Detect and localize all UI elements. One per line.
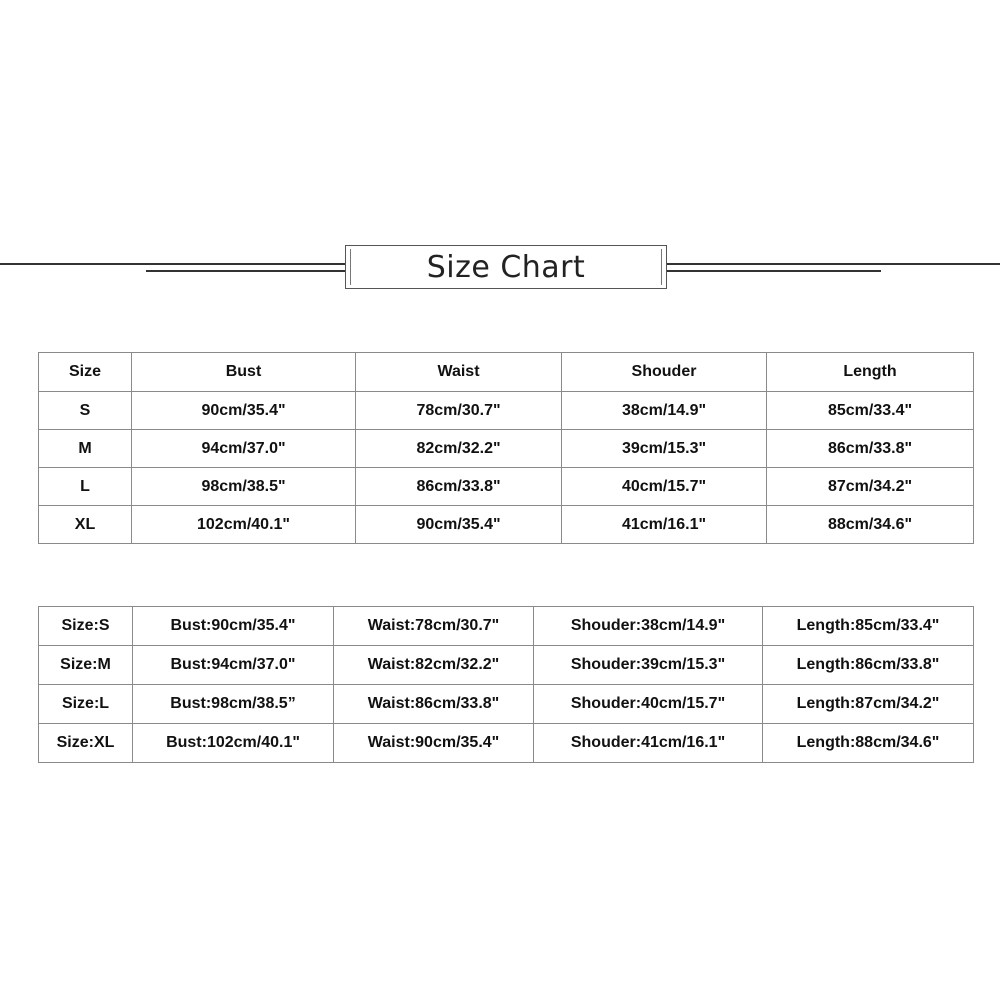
title-box: [345, 245, 667, 289]
table-cell: Waist:78cm/30.7": [334, 607, 534, 646]
header-cell-length: Length: [767, 353, 974, 392]
table-cell: Shouder:39cm/15.3": [534, 646, 763, 685]
table-row: [39, 646, 974, 685]
table-row: [39, 392, 974, 430]
table-cell: Bust:94cm/37.0": [133, 646, 334, 685]
header-cell-size: Size: [39, 353, 132, 392]
header-cell-waist: Waist: [356, 353, 562, 392]
table-cell: S: [39, 392, 132, 430]
table-row: [39, 607, 974, 646]
table-cell: 82cm/32.2": [356, 430, 562, 468]
table-cell: M: [39, 430, 132, 468]
table-cell: Size:L: [39, 685, 133, 724]
table-cell: L: [39, 468, 132, 506]
table-cell: 88cm/34.6": [767, 506, 974, 544]
table-cell: 85cm/33.4": [767, 392, 974, 430]
size-table-labelled: [38, 606, 974, 763]
table-cell: Waist:82cm/32.2": [334, 646, 534, 685]
table-cell: Length:85cm/33.4": [763, 607, 974, 646]
table-cell: Size:XL: [39, 724, 133, 763]
table-cell: Length:88cm/34.6": [763, 724, 974, 763]
table-cell: 94cm/37.0": [132, 430, 356, 468]
table-cell: 86cm/33.8": [767, 430, 974, 468]
page-title: Size Chart: [426, 249, 586, 285]
table-cell: Bust:98cm/38.5”: [133, 685, 334, 724]
table-row: [39, 430, 974, 468]
table-cell: 86cm/33.8": [356, 468, 562, 506]
table-row: [39, 468, 974, 506]
table-cell: Shouder:40cm/15.7": [534, 685, 763, 724]
table-cell: XL: [39, 506, 132, 544]
header-rule-right-long: [667, 263, 1000, 265]
table-cell: Shouder:38cm/14.9": [534, 607, 763, 646]
header-cell-bust: Bust: [132, 353, 356, 392]
table-row: [39, 724, 974, 763]
table-cell: Bust:102cm/40.1": [133, 724, 334, 763]
table-cell: Length:86cm/33.8": [763, 646, 974, 685]
table-cell: 38cm/14.9": [562, 392, 767, 430]
table-cell: 40cm/15.7": [562, 468, 767, 506]
table-cell: Waist:90cm/35.4": [334, 724, 534, 763]
table-cell: Size:M: [39, 646, 133, 685]
table-cell: 90cm/35.4": [356, 506, 562, 544]
table-cell: 102cm/40.1": [132, 506, 356, 544]
table-cell: 98cm/38.5": [132, 468, 356, 506]
table-cell: 41cm/16.1": [562, 506, 767, 544]
table-cell: 78cm/30.7": [356, 392, 562, 430]
table-cell: 90cm/35.4": [132, 392, 356, 430]
table-row: [39, 506, 974, 544]
header-cell-shoulder: Shouder: [562, 353, 767, 392]
table-cell: 87cm/34.2": [767, 468, 974, 506]
header-rule-right-short: [667, 270, 881, 272]
table-cell: Size:S: [39, 607, 133, 646]
size-table-columns: [38, 352, 974, 544]
table-cell: 39cm/15.3": [562, 430, 767, 468]
table-row: [39, 685, 974, 724]
table-cell: Waist:86cm/33.8": [334, 685, 534, 724]
table-header-row: [39, 353, 974, 392]
header-rule-left-short: [146, 270, 345, 272]
header-rule-left-long: [0, 263, 345, 265]
table-cell: Shouder:41cm/16.1": [534, 724, 763, 763]
table-cell: Bust:90cm/35.4": [133, 607, 334, 646]
table-cell: Length:87cm/34.2": [763, 685, 974, 724]
